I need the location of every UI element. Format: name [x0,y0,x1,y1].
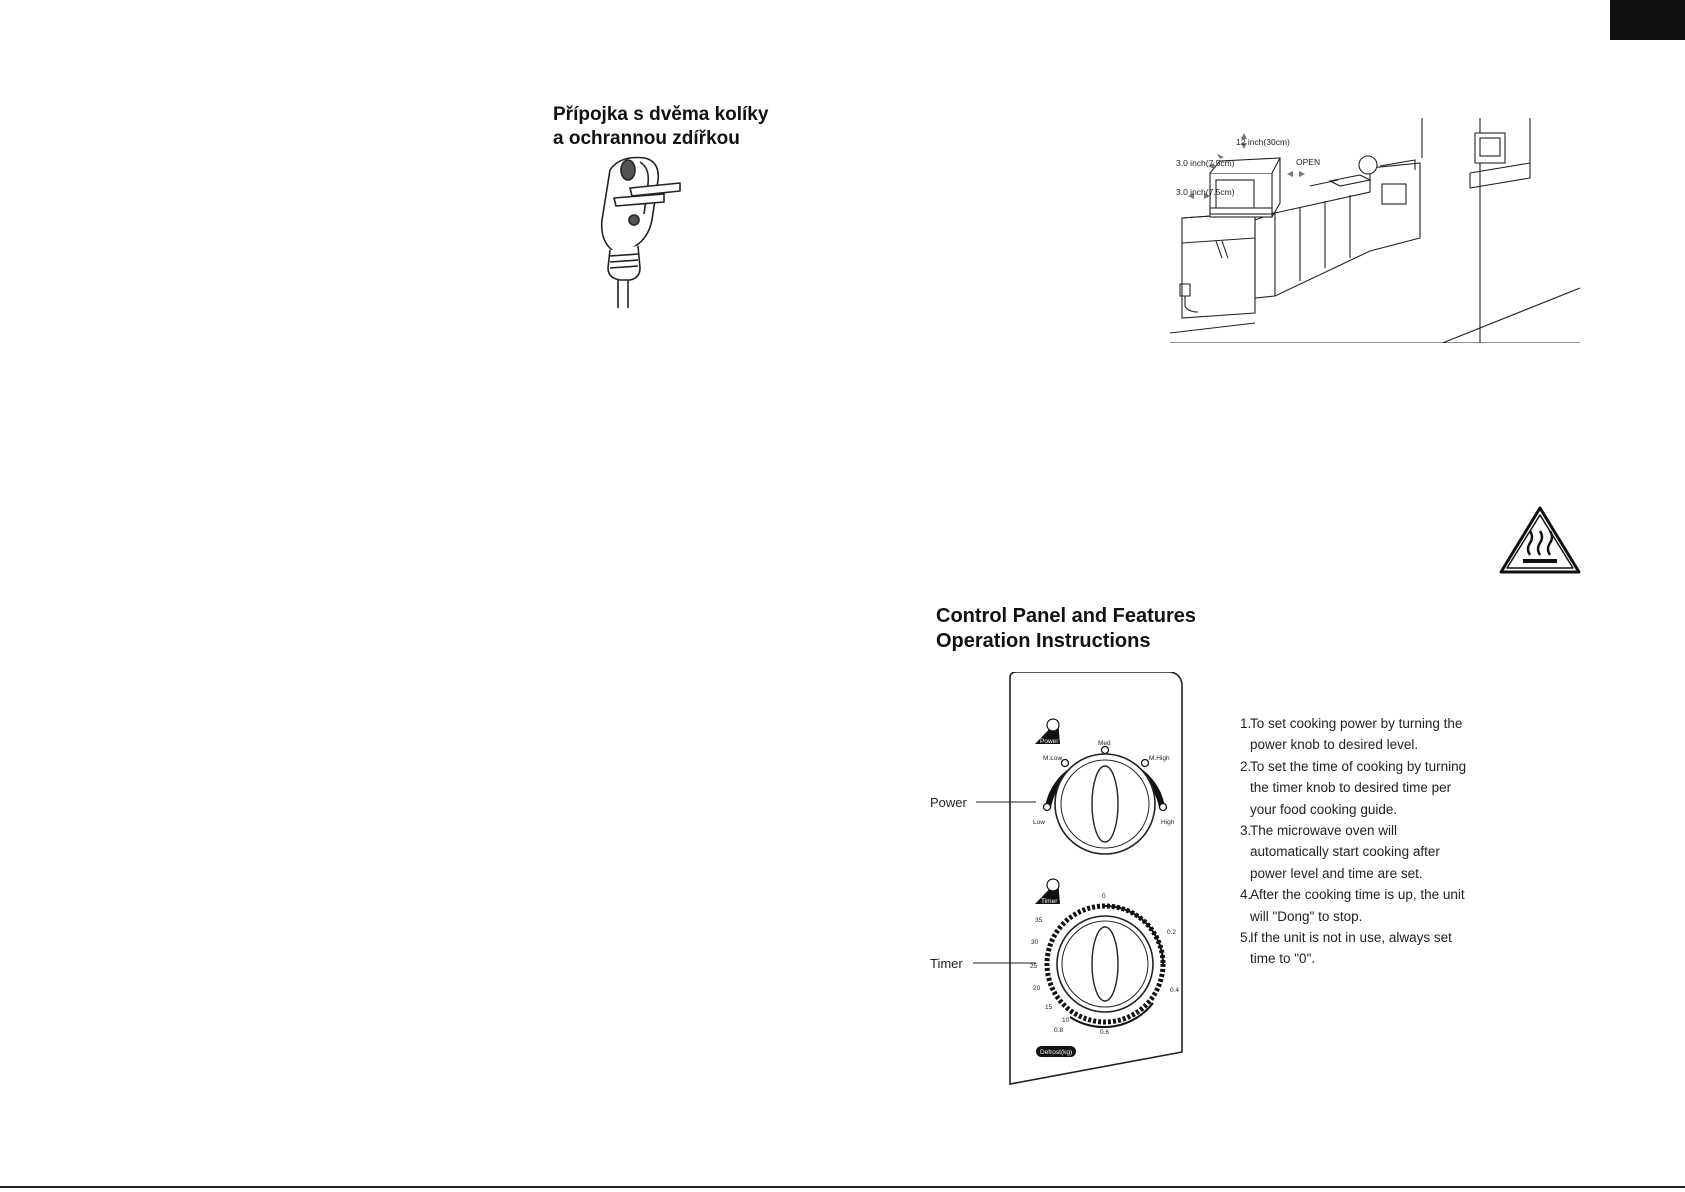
power-level-med: Med [1098,740,1111,747]
timer-callout-label: Timer [930,956,963,971]
schuko-plug-icon [590,150,740,308]
control-panel-diagram [930,672,1195,1092]
open-label: OPEN [1296,157,1321,167]
hot-surface-warning-icon [1498,505,1582,575]
instruction-item [1240,820,1490,884]
instruction-item [1240,884,1490,927]
timer-mark-20: 20 [1033,985,1041,992]
instruction-item [1240,756,1490,820]
defrost-mark-0-2: 0.2 [1167,929,1177,936]
instruction-text: To set the time of cooking by turning the timer knob to desired time per your food cooking guide. [1250,758,1467,817]
power-level-high: High [1161,819,1175,826]
page-bottom-rule [0,1186,1685,1188]
instruction-item [1240,927,1490,970]
instruction-item [1240,713,1490,756]
power-knob-icon [1055,754,1155,854]
timer-mark-30: 30 [1031,939,1039,946]
plug-heading-line1: Přípojka s dvěma kolíky [553,104,769,125]
timer-mark-0: 0 [1102,893,1106,900]
timer-badge-label: Timer [1041,898,1058,905]
instruction-number: 3. [1240,823,1252,839]
installation-clearance-illustration [1170,118,1580,343]
defrost-label: Defrost(kg) [1040,1049,1073,1056]
top-clearance-label: 12 inch(30cm) [1236,137,1290,147]
instruction-text: After the cooking time is up, the unit will "Dong" to stop. [1250,887,1465,924]
timer-mark-10: 10 [1062,1017,1070,1024]
timer-mark-25: 25 [1030,963,1038,970]
instruction-number: 1. [1240,716,1252,731]
timer-mark-35: 35 [1035,917,1043,924]
side-clearance-label-2: 3.0 inch(7.5cm) [1176,187,1235,197]
instruction-number: 4. [1240,887,1252,903]
timer-knob-icon [1057,916,1153,1012]
timer-mark-15: 15 [1045,1004,1053,1011]
section-heading-line1: Control Panel and Features [936,605,1197,627]
section-heading [936,604,1196,654]
power-badge-label: Power [1040,738,1059,745]
power-level-low: Low [1033,819,1045,826]
power-level-mlow: M.Low [1043,755,1063,762]
page-corner-tab [1610,0,1685,40]
power-callout-label: Power [930,795,967,810]
defrost-mark-0-4: 0.4 [1170,987,1180,994]
plug-heading [553,103,768,151]
instruction-text: If the unit is not in use, always set time to "0". [1250,930,1452,967]
instruction-number: 2. [1240,758,1252,774]
defrost-mark-0-6: 0.6 [1100,1029,1110,1036]
defrost-mark-0-8: 0.8 [1054,1027,1064,1034]
section-heading-line2: Operation Instructions [936,630,1151,652]
power-level-mhigh: M.High [1149,755,1170,762]
instruction-number: 5. [1240,930,1252,946]
side-clearance-label-1: 3.0 inch(7.5cm) [1176,158,1235,168]
instruction-text: The microwave oven will automatically start cooking after power level and time are set. [1250,823,1440,881]
plug-heading-line2: a ochrannou zdířkou [553,128,740,149]
operation-instructions-list [1240,713,1490,970]
defrost-badge [1036,1046,1076,1057]
instruction-text: To set cooking power by turning the power knob to desired level. [1250,716,1463,753]
